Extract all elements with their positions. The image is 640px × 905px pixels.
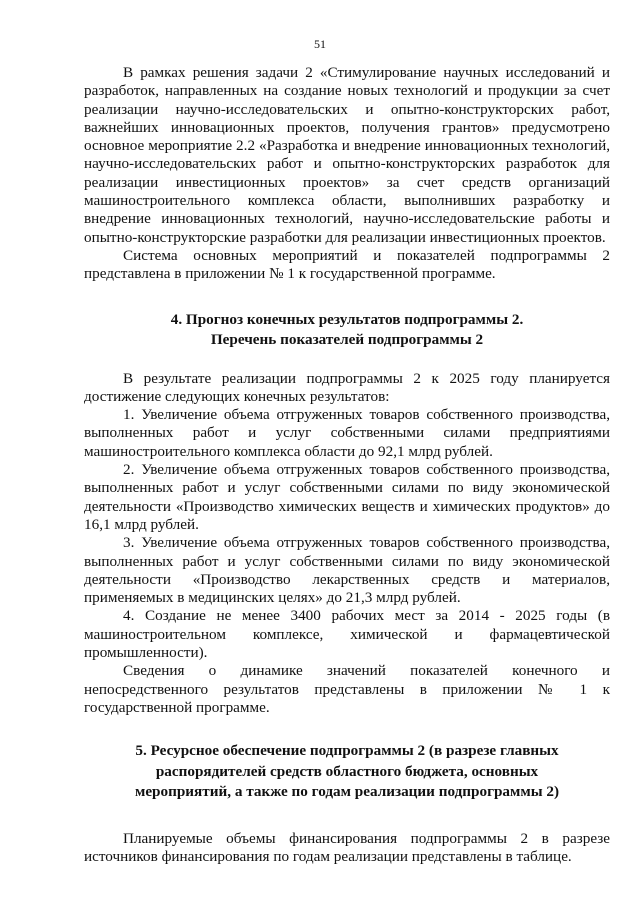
section-5-title-line3: мероприятий, а также по годам реализации подпрограммы 2) (134, 783, 560, 801)
section-4-title-line1: 4. Прогноз конечных результатов подпрограммы 2. (170, 310, 524, 328)
result-item-4: 4. Создание не менее 3400 рабочих мест за 2014 - 2025 годы (в машиностроительном комплексе, химической и фармацевтической промышленности). (84, 607, 610, 662)
section-5-title-line1: 5. Ресурсное обеспечение подпрограммы 2 (в разрезе главных (135, 742, 559, 760)
section-5-heading (84, 741, 610, 803)
section-4-heading (84, 310, 610, 350)
result-item-1: 1. Увеличение объема отгруженных товаров собственного производства, выполненных работ и услуг собственными силами предприятиями машиностроительного комплекса области до 92,1 млрд рублей. (84, 406, 610, 460)
paragraph-indicators-info: Сведения о динамике значений показателей конечного и непосредственного результатов представлены в приложении № 1 к государственной программе. (84, 662, 610, 716)
page-content (84, 64, 610, 866)
section-4-title-line2: Перечень показателей подпрограммы 2 (210, 330, 484, 348)
paragraph-results-intro: В результате реализации подпрограммы 2 к 2025 году планируется достижение следующих конечных результатов: (84, 369, 610, 405)
result-item-2: 2. Увеличение объема отгруженных товаров собственного производства, выполненных работ и услуг собственными силами по виду экономической деятельности «Производство химических веществ и химических продуктов» до 16,1 млрд рублей. (84, 461, 610, 533)
page-number: 51 (314, 37, 326, 51)
result-item-3: 3. Увеличение объема отгруженных товаров собственного производства, выполненных работ и услуг собственными силами по виду экономической деятельности «Производство лекарственных средств и материалов, применяемых в медицинских целях» до 21,3 млрд рублей. (84, 534, 610, 607)
paragraph-task2: В рамках решения задачи 2 «Стимулирование научных исследований и разработок, направленных на создание новых технологий и продукции за счет реализации научно-исследовательских и опытно-конструкторских работ, важнейших инновационных проектов, получения грантов» предусмотрено основное мероприятие 2.2 «Разработка и внедрение инновационных технологий, научно-исследовательских работ и опытно-конструкторских разработок для реализации инвестиционных проектов» за счет средств организаций машиностроительного комплекса области, выполнивших разработку и внедрение инновационных технологий, научно-исследовательские работы и опытно-конструкторские разработки для реализации инвестиционных проектов. (84, 64, 610, 246)
section-5-title-line2: распорядителей средств областного бюджета, основных (155, 762, 539, 780)
paragraph-system: Система основных мероприятий и показателей подпрограммы 2 представлена в приложении № 1 к государственной программе. (84, 246, 610, 283)
paragraph-financing: Планируемые объемы финансирования подпрограммы 2 в разрезе источников финансирования по годам реализации представлены в таблице. (84, 829, 610, 865)
